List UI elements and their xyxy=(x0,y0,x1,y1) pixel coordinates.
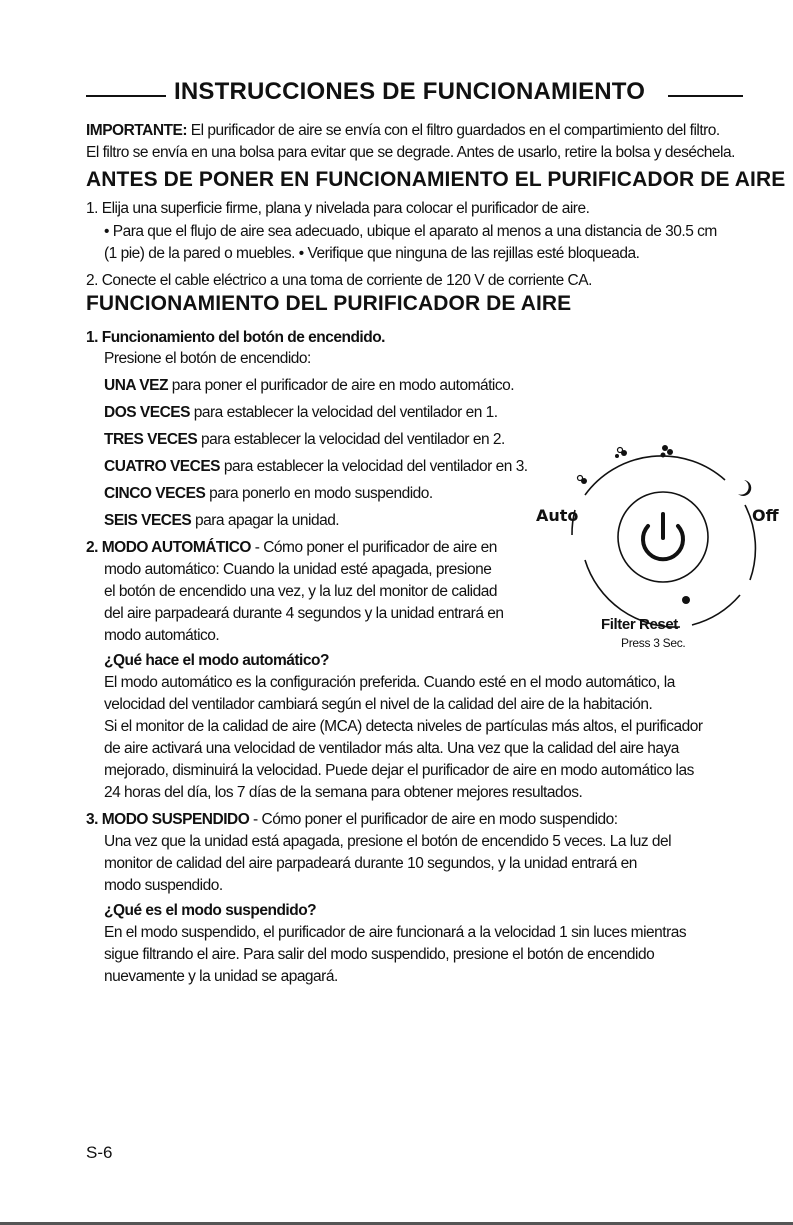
press-key: UNA VEZ xyxy=(104,377,168,394)
important-label: IMPORTANTE: xyxy=(86,122,187,139)
title-rule-right xyxy=(668,95,743,97)
section-2-question: ¿Qué hace el modo automático? xyxy=(104,652,329,669)
control-panel-diagram xyxy=(536,440,790,660)
section-2-title xyxy=(86,538,497,558)
press-text: para ponerlo en modo suspendido. xyxy=(205,485,433,502)
section-3-answer-line: En el modo suspendido, el purificador de aire funcionará a la velocidad 1 sin luces mientras xyxy=(104,924,687,941)
press-text: para establecer la velocidad del ventilador en 3. xyxy=(220,458,528,475)
section-3-answer-line: sigue filtrando el aire. Para salir del modo suspendido, presione el botón de encendido xyxy=(104,946,655,963)
title-rule-left xyxy=(86,95,166,97)
press-key: CINCO VECES xyxy=(104,485,206,502)
section-1-title: 1. Funcionamiento del botón de encendido. xyxy=(86,329,385,346)
section-3-line: monitor de calidad del aire parpadeará durante 10 segundos, y la unidad entrará en xyxy=(104,855,637,872)
section-2-answer-line: El modo automático es la configuración preferida. Cuando esté en el modo automático, la xyxy=(104,674,675,691)
press-three xyxy=(104,430,505,450)
ring-bottom-right-segment xyxy=(692,595,740,625)
power-icon xyxy=(643,514,683,559)
press-key: TRES VECES xyxy=(104,431,198,448)
section-3-title xyxy=(86,810,618,830)
press-five xyxy=(104,484,433,504)
section-3-line: modo suspendido. xyxy=(104,877,223,894)
section-2-title-bold: 2. MODO AUTOMÁTICO xyxy=(86,539,251,556)
before-heading: ANTES DE PONER EN FUNCIONAMIENTO EL PURIFICADOR DE AIRE xyxy=(86,168,786,191)
press-text: para apagar la unidad. xyxy=(191,512,340,529)
section-2-line: del aire parpadeará durante 4 segundos y la unidad entrará en xyxy=(104,605,504,622)
press-key: SEIS VECES xyxy=(104,512,192,529)
important-line-2: El filtro se envía en una bolsa para evitar que se degrade. Antes de usarlo, retire la bolsa y deséchela. xyxy=(86,144,735,161)
section-2-line: el botón de encendido una vez, y la luz del monitor de calidad xyxy=(104,583,497,600)
section-2-answer-line: 24 horas del día, los 7 días de la semana para obtener mejores resultados. xyxy=(104,784,583,801)
section-2-answer-line: mejorado, disminuirá la velocidad. Puede dejar el purificador de aire en modo automático las xyxy=(104,762,694,779)
press-text: para establecer la velocidad del ventilador en 2. xyxy=(197,431,505,448)
fan-speed-2-icon xyxy=(615,448,627,459)
filter-reset-label: Filter Reset xyxy=(601,616,678,633)
operation-heading: FUNCIONAMIENTO DEL PURIFICADOR DE AIRE xyxy=(86,292,572,315)
filter-reset-dot xyxy=(682,596,690,604)
section-2-answer-line: de aire activará una velocidad de ventilador más alta. Una vez que la calidad del aire haya xyxy=(104,740,679,757)
press-text: para establecer la velocidad del ventilador en 1. xyxy=(189,404,498,421)
auto-label: Auto xyxy=(536,506,579,525)
press-once xyxy=(104,376,514,396)
page-title: INSTRUCCIONES DE FUNCIONAMIENTO xyxy=(174,78,646,105)
before-step-1-bullet-1: • Para que el flujo de aire sea adecuado, ubique el aparato al menos a una distancia de 30.5 cm xyxy=(104,223,717,240)
before-step-2: 2. Conecte el cable eléctrico a una toma de corriente de 120 V de corriente CA. xyxy=(86,272,592,289)
section-1-intro: Presione el botón de encendido: xyxy=(104,350,311,367)
press-six xyxy=(104,511,339,531)
press-four xyxy=(104,457,528,477)
section-3-title-bold: 3. MODO SUSPENDIDO xyxy=(86,811,250,828)
section-2-answer-line: velocidad del ventilador cambiará según el nivel de la calidad del aire de la habitación. xyxy=(104,696,653,713)
section-3-answer-line: nuevamente y la unidad se apagará. xyxy=(104,968,338,985)
before-step-1-bullet-2: (1 pie) de la pared o muebles. • Verifique que ninguna de las rejillas esté bloqueada. xyxy=(104,245,640,262)
fan-speed-1-icon xyxy=(578,476,588,485)
section-2-line: modo automático: Cuando la unidad esté apagada, presione xyxy=(104,561,492,578)
press-hint-label: Press 3 Sec. xyxy=(621,636,686,650)
before-step-1: 1. Elija una superficie firme, plana y nivelada para colocar el purificador de aire. xyxy=(86,200,590,217)
press-key: DOS VECES xyxy=(104,404,190,421)
section-2-title-rest: - Cómo poner el purificador de aire en xyxy=(250,539,497,556)
section-2-answer-line: Si el monitor de la calidad de aire (MCA) detecta niveles de partículas más altos, el purificador xyxy=(104,718,703,735)
page-number: S-6 xyxy=(86,1143,113,1162)
off-label: Off xyxy=(752,506,779,525)
press-key: CUATRO VECES xyxy=(104,458,221,475)
section-3-line: Una vez que la unidad está apagada, presione el botón de encendido 5 veces. La luz del xyxy=(104,833,672,850)
important-text-1: El purificador de aire se envía con el filtro guardados en el compartimiento del filtro. xyxy=(190,122,720,139)
press-twice xyxy=(104,403,498,423)
important-line-1 xyxy=(86,121,720,141)
ring-top-segment xyxy=(585,456,725,495)
section-3-title-rest: - Cómo poner el purificador de aire en modo suspendido: xyxy=(249,811,618,828)
press-text: para poner el purificador de aire en modo automático. xyxy=(167,377,515,394)
section-2-line: modo automático. xyxy=(104,627,220,644)
sleep-moon-icon xyxy=(738,480,751,496)
section-3-question: ¿Qué es el modo suspendido? xyxy=(104,902,317,919)
